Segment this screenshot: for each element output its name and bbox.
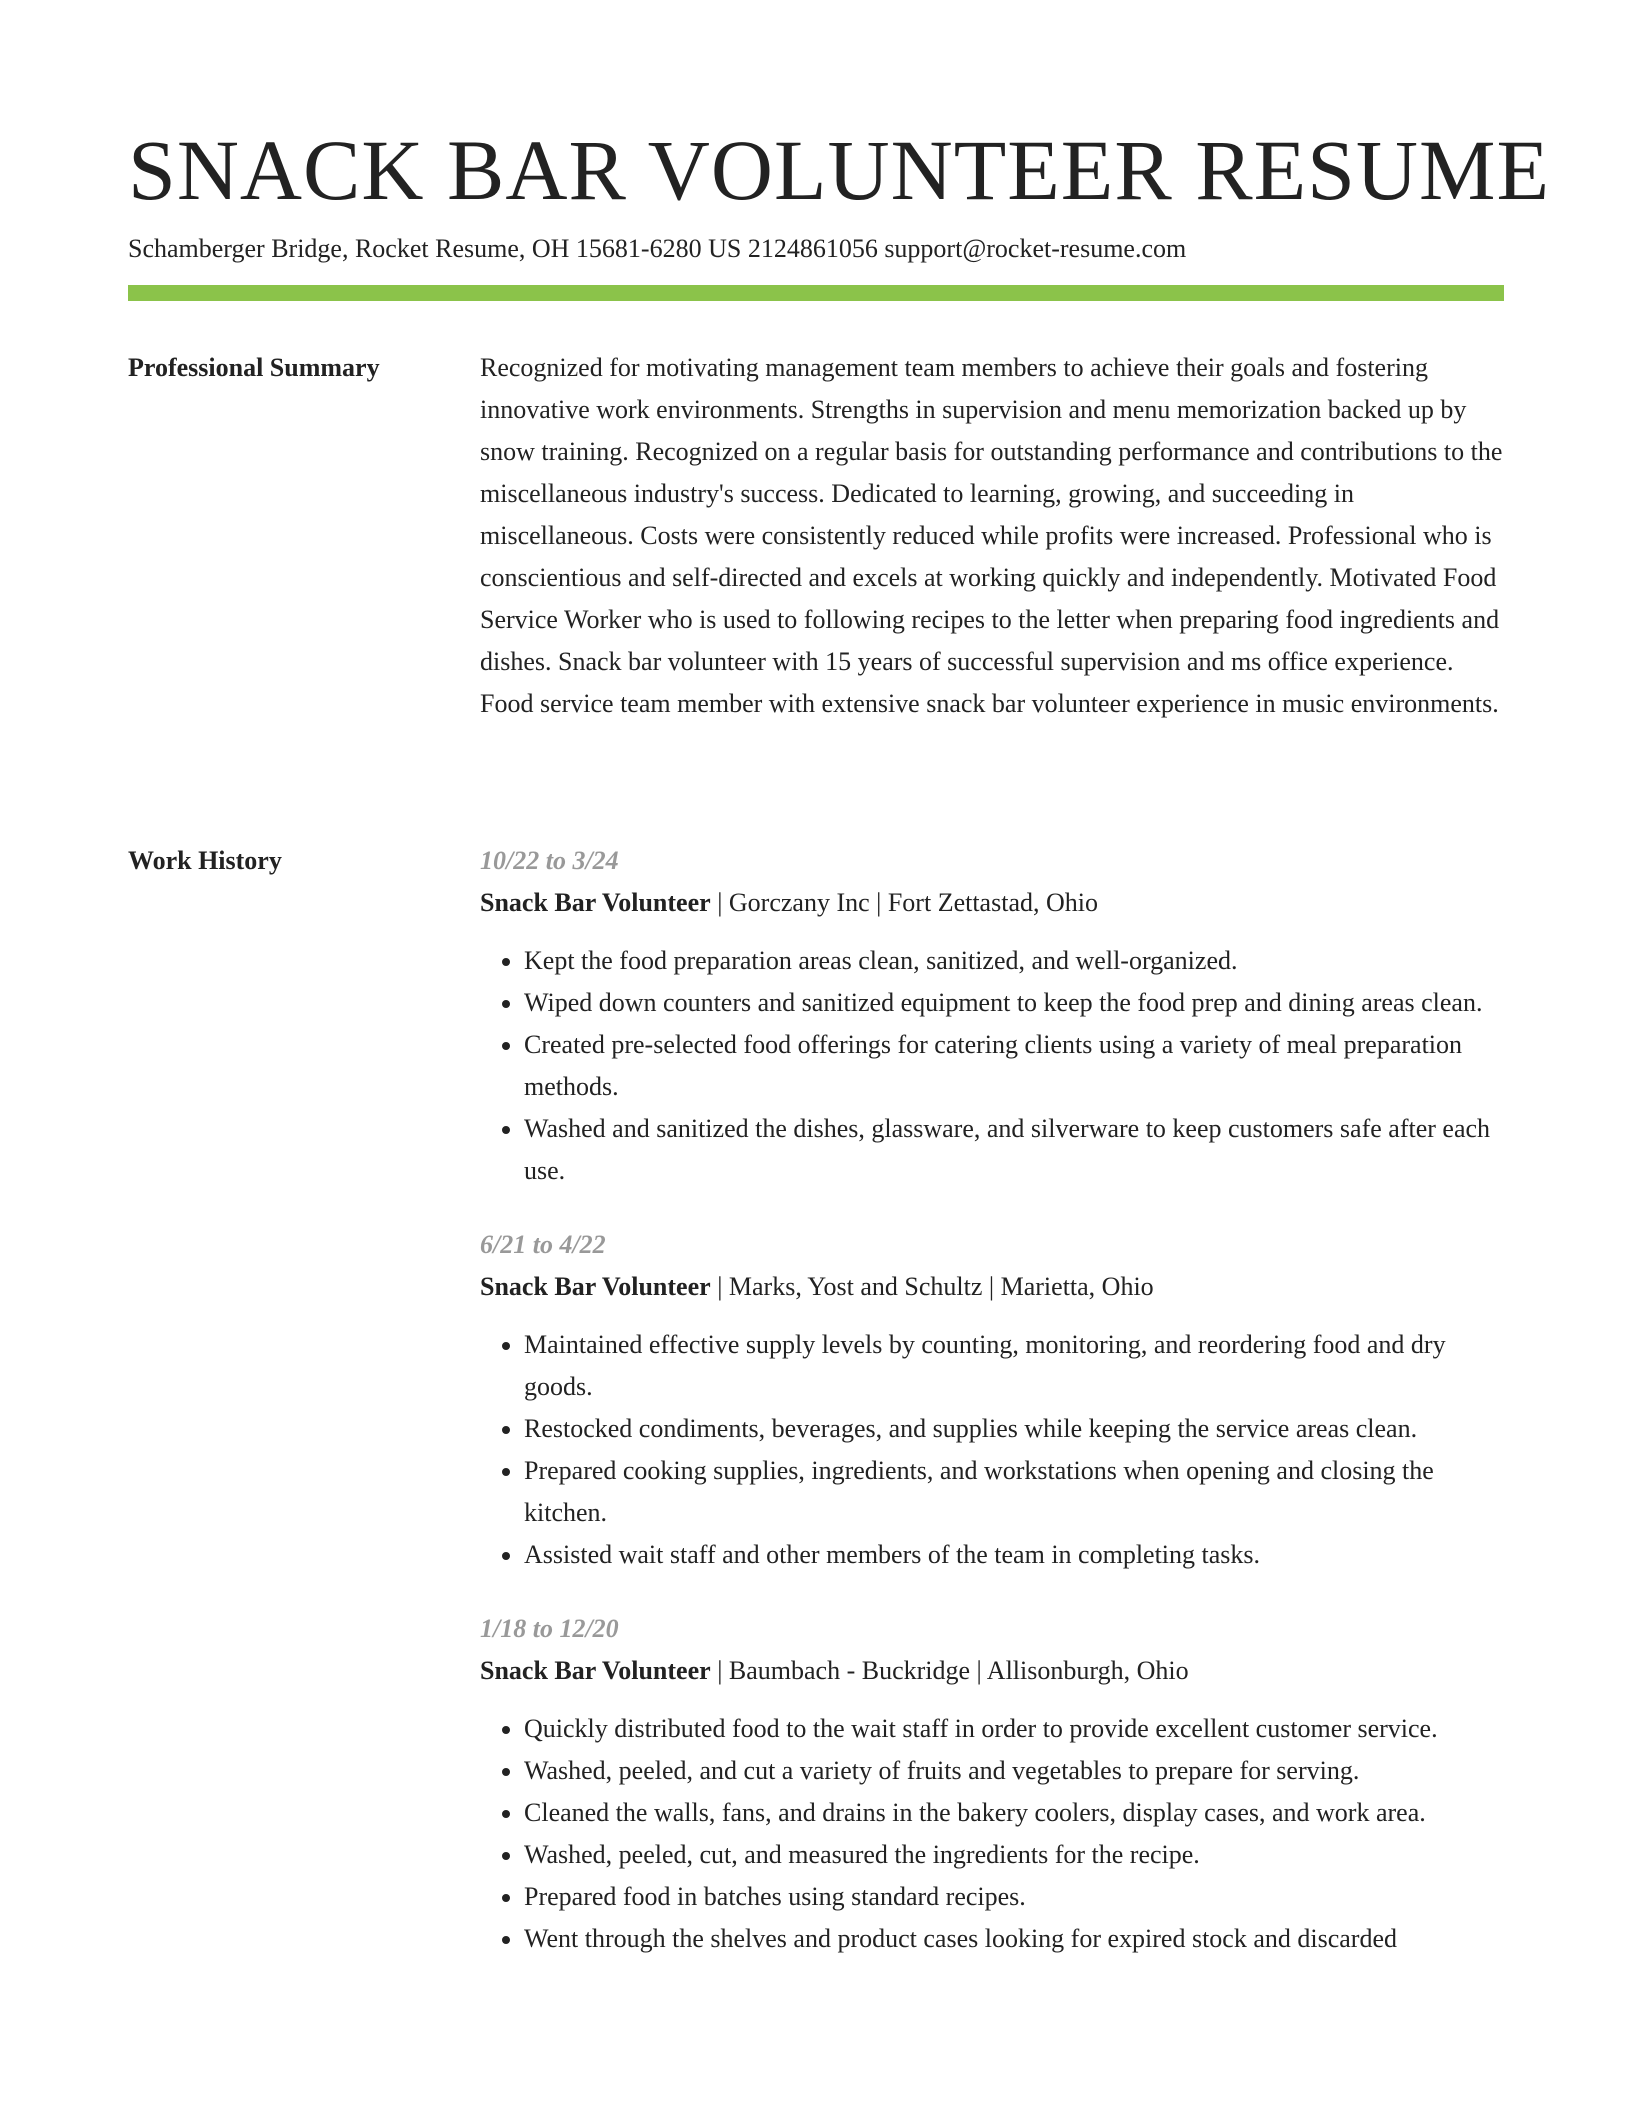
job-duty-item: • Prepared cooking supplies, ingredients, and workstations when opening and closing the kitchen.: [524, 1450, 1504, 1534]
job-duties-list: [480, 940, 1504, 1192]
job-duty-item: • Prepared food in batches using standard recipes.: [524, 1876, 1504, 1918]
job-duty-item: • Restocked condiments, beverages, and supplies while keeping the service areas clean.: [524, 1408, 1504, 1450]
accent-divider: [128, 285, 1504, 301]
job-duty-item: • Assisted wait staff and other members of the team in completing tasks.: [524, 1534, 1504, 1576]
job-dates: 1/18 to 12/20: [480, 1614, 619, 1643]
job-duty-item: • Maintained effective supply levels by counting, monitoring, and reordering food and dry goods.: [524, 1324, 1504, 1408]
job-employer-location: | Baumbach - Buckridge | Allisonburgh, Ohio: [710, 1656, 1189, 1685]
job-entry: [480, 1608, 1504, 1960]
job-title: Snack Bar Volunteer: [480, 1656, 711, 1685]
resume-header: [128, 120, 1551, 266]
section-body: [480, 347, 1504, 725]
contact-address: Schamberger Bridge, Rocket Resume, OH 15681-6280 US: [128, 234, 742, 263]
job-duty-item: • Kept the food preparation areas clean, sanitized, and well-organized.: [524, 940, 1504, 982]
resume-title: SNACK BAR VOLUNTEER RESUME: [128, 122, 1551, 218]
job-duty-item: • Went through the shelves and product cases looking for expired stock and discarded: [524, 1918, 1504, 1960]
job-duty-item: • Created pre-selected food offerings for catering clients using a variety of meal preparation methods.: [524, 1024, 1504, 1108]
job-duty-item: • Cleaned the walls, fans, and drains in the bakery coolers, display cases, and work area.: [524, 1792, 1504, 1834]
job-title: Snack Bar Volunteer: [480, 888, 711, 917]
job-entry: [480, 1224, 1504, 1576]
summary-text: Recognized for motivating management team members to achieve their goals and fostering innovative work environments. Strengths in supervision and menu memorization backed up by snow training. Recognized on a regular basis for outstanding performance and contributions to the miscellaneous industry's success. Dedicated to learning, growing, and succeeding in miscellaneous. Costs were consistently reduced while profits were increased. Professional who is conscientious and self-directed and excels at working quickly and independently. Motivated Food Service Worker who is used to following recipes to the letter when preparing food ingredients and dishes. Snack bar volunteer with 15 years of successful supervision and ms office experience. Food service team member with extensive snack bar volunteer experience in music environments.: [480, 353, 1503, 718]
contact-phone: 2124861056: [747, 234, 878, 263]
job-entry: [480, 840, 1504, 1192]
job-employer-location: | Gorczany Inc | Fort Zettastad, Ohio: [710, 888, 1098, 917]
contact-line: [128, 232, 1504, 266]
section-title: Professional Summary: [128, 353, 380, 382]
job-heading: [480, 1650, 1504, 1692]
job-heading: [480, 1266, 1504, 1308]
job-duty-item: • Washed and sanitized the dishes, glassware, and silverware to keep customers safe after each use.: [524, 1108, 1504, 1192]
job-dates: 10/22 to 3/24: [480, 846, 619, 875]
job-dates: 6/21 to 4/22: [480, 1230, 606, 1259]
job-duty-item: • Washed, peeled, and cut a variety of fruits and vegetables to prepare for serving.: [524, 1750, 1504, 1792]
work-history-list: [480, 840, 1504, 1992]
job-duty-item: • Washed, peeled, cut, and measured the ingredients for the recipe.: [524, 1834, 1504, 1876]
job-title: Snack Bar Volunteer: [480, 1272, 711, 1301]
contact-email[interactable]: support@rocket-resume.com: [884, 234, 1187, 263]
job-duties-list: [480, 1324, 1504, 1576]
job-duty-item: • Quickly distributed food to the wait staff in order to provide excellent customer service.: [524, 1708, 1504, 1750]
section-title: Work History: [128, 846, 282, 875]
job-duty-item: • Wiped down counters and sanitized equipment to keep the food prep and dining areas clean.: [524, 982, 1504, 1024]
job-employer-location: | Marks, Yost and Schultz | Marietta, Ohio: [710, 1272, 1154, 1301]
job-heading: [480, 882, 1504, 924]
job-duties-list: [480, 1708, 1504, 1960]
